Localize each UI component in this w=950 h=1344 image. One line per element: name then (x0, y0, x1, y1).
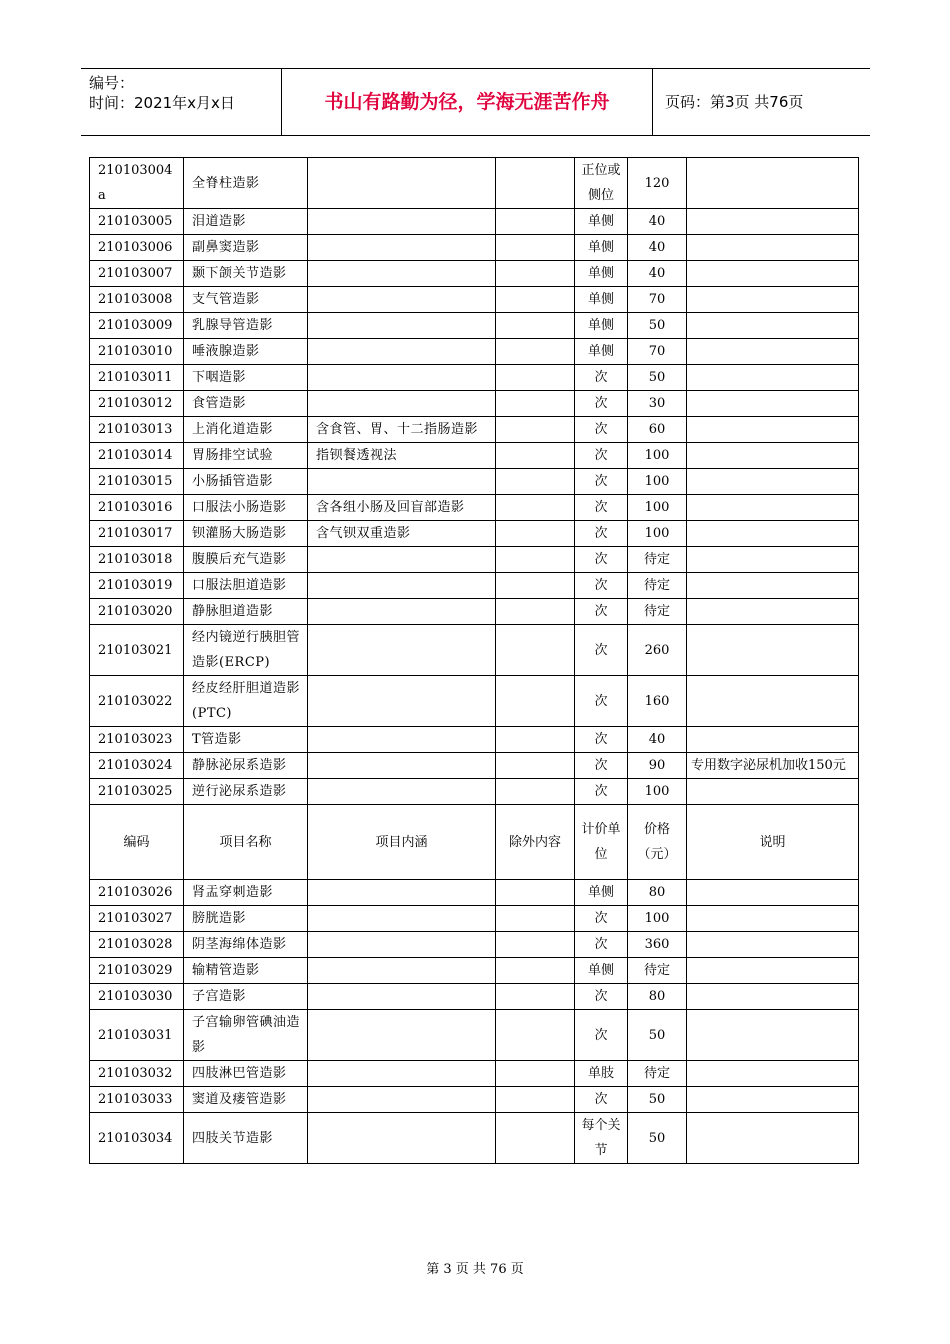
cell-note (687, 906, 859, 932)
cell-price: 30 (628, 391, 687, 417)
cell-name: 肾盂穿刺造影 (184, 880, 308, 906)
cell-excluded (496, 547, 575, 573)
cell-excluded (496, 495, 575, 521)
cell-code: 210103012 (90, 391, 184, 417)
cell-content: 含气钡双重造影 (308, 521, 496, 547)
cell-price: 待定 (628, 599, 687, 625)
cell-excluded (496, 287, 575, 313)
cell-content (308, 261, 496, 287)
cell-note (687, 365, 859, 391)
cell-unit: 单侧 (575, 287, 628, 313)
cell-excluded (496, 313, 575, 339)
cell-content (308, 1113, 496, 1164)
cell-unit: 次 (575, 1010, 628, 1061)
col-header-name: 项目名称 (184, 805, 308, 880)
cell-price: 100 (628, 779, 687, 805)
cell-excluded (496, 906, 575, 932)
cell-note (687, 984, 859, 1010)
cell-name: 经皮经肝胆道造影(PTC) (184, 676, 308, 727)
cell-content (308, 547, 496, 573)
cell-content (308, 573, 496, 599)
cell-unit: 单侧 (575, 261, 628, 287)
cell-excluded (496, 676, 575, 727)
cell-code: 210103026 (90, 880, 184, 906)
table-row (90, 1113, 859, 1164)
cell-excluded (496, 984, 575, 1010)
cell-content (308, 906, 496, 932)
cell-price: 待定 (628, 547, 687, 573)
cell-code: 210103030 (90, 984, 184, 1010)
cell-note (687, 1061, 859, 1087)
cell-unit: 次 (575, 906, 628, 932)
cell-code: 210103033 (90, 1087, 184, 1113)
cell-name: 口服法胆道造影 (184, 573, 308, 599)
cell-price: 360 (628, 932, 687, 958)
cell-note (687, 1010, 859, 1061)
table-row (90, 958, 859, 984)
cell-note (687, 391, 859, 417)
cell-code: 210103006 (90, 235, 184, 261)
cell-price: 80 (628, 984, 687, 1010)
cell-note (687, 417, 859, 443)
cell-name: 四肢淋巴管造影 (184, 1061, 308, 1087)
table-row (90, 158, 859, 209)
col-header-code: 编码 (90, 805, 184, 880)
cell-note (687, 235, 859, 261)
cell-unit: 次 (575, 625, 628, 676)
cell-content (308, 339, 496, 365)
cell-note (687, 339, 859, 365)
cell-excluded (496, 599, 575, 625)
cell-content (308, 469, 496, 495)
cell-excluded (496, 1087, 575, 1113)
table-row (90, 287, 859, 313)
cell-code: 210103005 (90, 209, 184, 235)
cell-unit: 次 (575, 727, 628, 753)
cell-name: 上消化道造影 (184, 417, 308, 443)
cell-name: 膀胱造影 (184, 906, 308, 932)
table-row (90, 779, 859, 805)
cell-excluded (496, 1061, 575, 1087)
cell-name: 静脉胆道造影 (184, 599, 308, 625)
cell-name: 副鼻窦造影 (184, 235, 308, 261)
cell-unit: 次 (575, 469, 628, 495)
table-row (90, 365, 859, 391)
cell-content (308, 313, 496, 339)
cell-note (687, 779, 859, 805)
cell-price: 100 (628, 443, 687, 469)
cell-note (687, 625, 859, 676)
cell-name: 钡灌肠大肠造影 (184, 521, 308, 547)
cell-price: 50 (628, 313, 687, 339)
cell-note (687, 727, 859, 753)
cell-note (687, 209, 859, 235)
cell-content (308, 958, 496, 984)
header-meta (81, 69, 281, 135)
table-row (90, 1010, 859, 1061)
cell-content (308, 625, 496, 676)
cell-code: 210103011 (90, 365, 184, 391)
table-row (90, 625, 859, 676)
cell-price: 40 (628, 235, 687, 261)
cell-code: 210103007 (90, 261, 184, 287)
cell-excluded (496, 753, 575, 779)
header-slogan: 书山有路勤为径，学海无涯苦作舟 (281, 69, 653, 135)
cell-content (308, 779, 496, 805)
cell-unit: 次 (575, 391, 628, 417)
cell-excluded (496, 365, 575, 391)
cell-price: 160 (628, 676, 687, 727)
col-header-price: 价格（元） (628, 805, 687, 880)
number-label: 编号： (89, 74, 135, 92)
cell-unit: 次 (575, 1087, 628, 1113)
table-row (90, 443, 859, 469)
cell-note: 专用数字泌尿机加收150元 (687, 753, 859, 779)
cell-name: 全脊柱造影 (184, 158, 308, 209)
cell-name: 经内镜逆行胰胆管造影(ERCP) (184, 625, 308, 676)
cell-price: 40 (628, 209, 687, 235)
cell-name: 窦道及瘘管造影 (184, 1087, 308, 1113)
cell-price: 90 (628, 753, 687, 779)
cell-note (687, 495, 859, 521)
cell-note (687, 932, 859, 958)
cell-name: 阴茎海绵体造影 (184, 932, 308, 958)
cell-code: 210103031 (90, 1010, 184, 1061)
cell-unit: 次 (575, 521, 628, 547)
cell-price: 100 (628, 469, 687, 495)
cell-note (687, 676, 859, 727)
cell-unit: 单侧 (575, 209, 628, 235)
cell-code: 210103018 (90, 547, 184, 573)
cell-unit: 次 (575, 443, 628, 469)
cell-code: 210103010 (90, 339, 184, 365)
cell-excluded (496, 261, 575, 287)
cell-content (308, 984, 496, 1010)
cell-name: 口服法小肠造影 (184, 495, 308, 521)
cell-price: 50 (628, 365, 687, 391)
cell-name: 小肠插管造影 (184, 469, 308, 495)
table-row (90, 469, 859, 495)
cell-content: 指钡餐透视法 (308, 443, 496, 469)
cell-excluded (496, 417, 575, 443)
cell-price: 50 (628, 1010, 687, 1061)
cell-name: 食管造影 (184, 391, 308, 417)
cell-price: 待定 (628, 958, 687, 984)
cell-price: 60 (628, 417, 687, 443)
table-row (90, 391, 859, 417)
cell-note (687, 443, 859, 469)
table-row (90, 1061, 859, 1087)
cell-excluded (496, 469, 575, 495)
cell-code: 210103014 (90, 443, 184, 469)
table-row (90, 880, 859, 906)
cell-unit: 次 (575, 417, 628, 443)
cell-excluded (496, 521, 575, 547)
cell-unit: 次 (575, 932, 628, 958)
cell-code: 210103032 (90, 1061, 184, 1087)
table-body-part2 (90, 880, 859, 1164)
cell-excluded (496, 158, 575, 209)
cell-excluded (496, 932, 575, 958)
cell-code: 210103024 (90, 753, 184, 779)
cell-unit: 次 (575, 779, 628, 805)
cell-price: 待定 (628, 573, 687, 599)
cell-price: 100 (628, 906, 687, 932)
cell-excluded (496, 1113, 575, 1164)
cell-note (687, 313, 859, 339)
cell-content (308, 209, 496, 235)
cell-unit: 次 (575, 753, 628, 779)
cell-unit: 单侧 (575, 339, 628, 365)
cell-price: 40 (628, 727, 687, 753)
table-body-part1 (90, 158, 859, 805)
cell-note (687, 573, 859, 599)
cell-code: 210103004a (90, 158, 184, 209)
cell-code: 210103016 (90, 495, 184, 521)
table-row (90, 1087, 859, 1113)
cell-name: 静脉泌尿系造影 (184, 753, 308, 779)
cell-unit: 单侧 (575, 880, 628, 906)
cell-price: 待定 (628, 1061, 687, 1087)
cell-unit: 次 (575, 547, 628, 573)
cell-price: 40 (628, 261, 687, 287)
cell-content: 含食管、胃、十二指肠造影 (308, 417, 496, 443)
cell-excluded (496, 1010, 575, 1061)
price-table (89, 157, 859, 1164)
cell-content (308, 932, 496, 958)
cell-unit: 次 (575, 984, 628, 1010)
cell-unit: 次 (575, 599, 628, 625)
cell-price: 260 (628, 625, 687, 676)
page-footer: 第 3 页 共 76 页 (426, 1262, 524, 1277)
col-header-excluded: 除外内容 (496, 805, 575, 880)
table-row (90, 339, 859, 365)
cell-unit: 单肢 (575, 1061, 628, 1087)
cell-content (308, 676, 496, 727)
cell-code: 210103013 (90, 417, 184, 443)
cell-code: 210103017 (90, 521, 184, 547)
cell-price: 100 (628, 521, 687, 547)
cell-content (308, 1061, 496, 1087)
cell-code: 210103029 (90, 958, 184, 984)
table-row (90, 547, 859, 573)
cell-name: 输精管造影 (184, 958, 308, 984)
cell-code: 210103015 (90, 469, 184, 495)
cell-code: 210103027 (90, 906, 184, 932)
cell-excluded (496, 339, 575, 365)
cell-code: 210103028 (90, 932, 184, 958)
cell-note (687, 469, 859, 495)
cell-excluded (496, 235, 575, 261)
cell-content (308, 365, 496, 391)
cell-code: 210103008 (90, 287, 184, 313)
table-row (90, 235, 859, 261)
cell-price: 70 (628, 287, 687, 313)
cell-unit: 单侧 (575, 313, 628, 339)
cell-excluded (496, 209, 575, 235)
cell-excluded (496, 958, 575, 984)
header-page-info: 页码：第3页 共76页 (665, 93, 804, 111)
cell-code: 210103021 (90, 625, 184, 676)
table-row (90, 599, 859, 625)
cell-content (308, 880, 496, 906)
cell-price: 70 (628, 339, 687, 365)
table-row (90, 753, 859, 779)
table-row (90, 906, 859, 932)
cell-name: 乳腺导管造影 (184, 313, 308, 339)
cell-name: 逆行泌尿系造影 (184, 779, 308, 805)
col-header-content: 项目内涵 (308, 805, 496, 880)
cell-unit: 每个关节 (575, 1113, 628, 1164)
table-row (90, 932, 859, 958)
table-row (90, 521, 859, 547)
cell-content (308, 1010, 496, 1061)
cell-excluded (496, 880, 575, 906)
cell-price: 50 (628, 1087, 687, 1113)
cell-note (687, 1113, 859, 1164)
cell-name: 下咽造影 (184, 365, 308, 391)
cell-name: 腹膜后充气造影 (184, 547, 308, 573)
cell-name: T管造影 (184, 727, 308, 753)
cell-code: 210103020 (90, 599, 184, 625)
cell-content: 含各组小肠及回盲部造影 (308, 495, 496, 521)
table-row (90, 676, 859, 727)
cell-name: 四肢关节造影 (184, 1113, 308, 1164)
table-row (90, 495, 859, 521)
cell-code: 210103023 (90, 727, 184, 753)
cell-note (687, 287, 859, 313)
page-header (81, 68, 870, 136)
cell-content (308, 391, 496, 417)
cell-unit: 单侧 (575, 958, 628, 984)
cell-unit: 正位或侧位 (575, 158, 628, 209)
cell-content (308, 1087, 496, 1113)
cell-note (687, 547, 859, 573)
cell-content (308, 287, 496, 313)
cell-excluded (496, 625, 575, 676)
cell-note (687, 521, 859, 547)
cell-name: 颞下颌关节造影 (184, 261, 308, 287)
cell-code: 210103034 (90, 1113, 184, 1164)
cell-unit: 次 (575, 573, 628, 599)
cell-note (687, 158, 859, 209)
table-row (90, 984, 859, 1010)
cell-code: 210103019 (90, 573, 184, 599)
cell-excluded (496, 779, 575, 805)
cell-excluded (496, 727, 575, 753)
cell-content (308, 753, 496, 779)
table-row (90, 727, 859, 753)
cell-name: 唾液腺造影 (184, 339, 308, 365)
cell-excluded (496, 391, 575, 417)
time-label: 时间：2021年x月x日 (89, 94, 235, 112)
cell-note (687, 1087, 859, 1113)
cell-note (687, 599, 859, 625)
cell-excluded (496, 573, 575, 599)
cell-name: 胃肠排空试验 (184, 443, 308, 469)
cell-unit: 单侧 (575, 235, 628, 261)
cell-code: 210103025 (90, 779, 184, 805)
cell-note (687, 880, 859, 906)
col-header-unit: 计价单位 (575, 805, 628, 880)
cell-note (687, 261, 859, 287)
cell-content (308, 158, 496, 209)
cell-unit: 次 (575, 365, 628, 391)
cell-content (308, 599, 496, 625)
table-row (90, 417, 859, 443)
cell-price: 120 (628, 158, 687, 209)
table-header-row (90, 805, 859, 880)
cell-unit: 次 (575, 495, 628, 521)
cell-code: 210103022 (90, 676, 184, 727)
cell-name: 泪道造影 (184, 209, 308, 235)
cell-name: 支气管造影 (184, 287, 308, 313)
table-row (90, 313, 859, 339)
cell-price: 80 (628, 880, 687, 906)
cell-price: 100 (628, 495, 687, 521)
cell-content (308, 235, 496, 261)
cell-code: 210103009 (90, 313, 184, 339)
cell-name: 子宫输卵管碘油造影 (184, 1010, 308, 1061)
table-row (90, 209, 859, 235)
cell-note (687, 958, 859, 984)
cell-unit: 次 (575, 676, 628, 727)
cell-name: 子宫造影 (184, 984, 308, 1010)
cell-price: 50 (628, 1113, 687, 1164)
table-row (90, 261, 859, 287)
col-header-note: 说明 (687, 805, 859, 880)
cell-content (308, 727, 496, 753)
table-header-row-group (90, 805, 859, 880)
cell-excluded (496, 443, 575, 469)
table-row (90, 573, 859, 599)
